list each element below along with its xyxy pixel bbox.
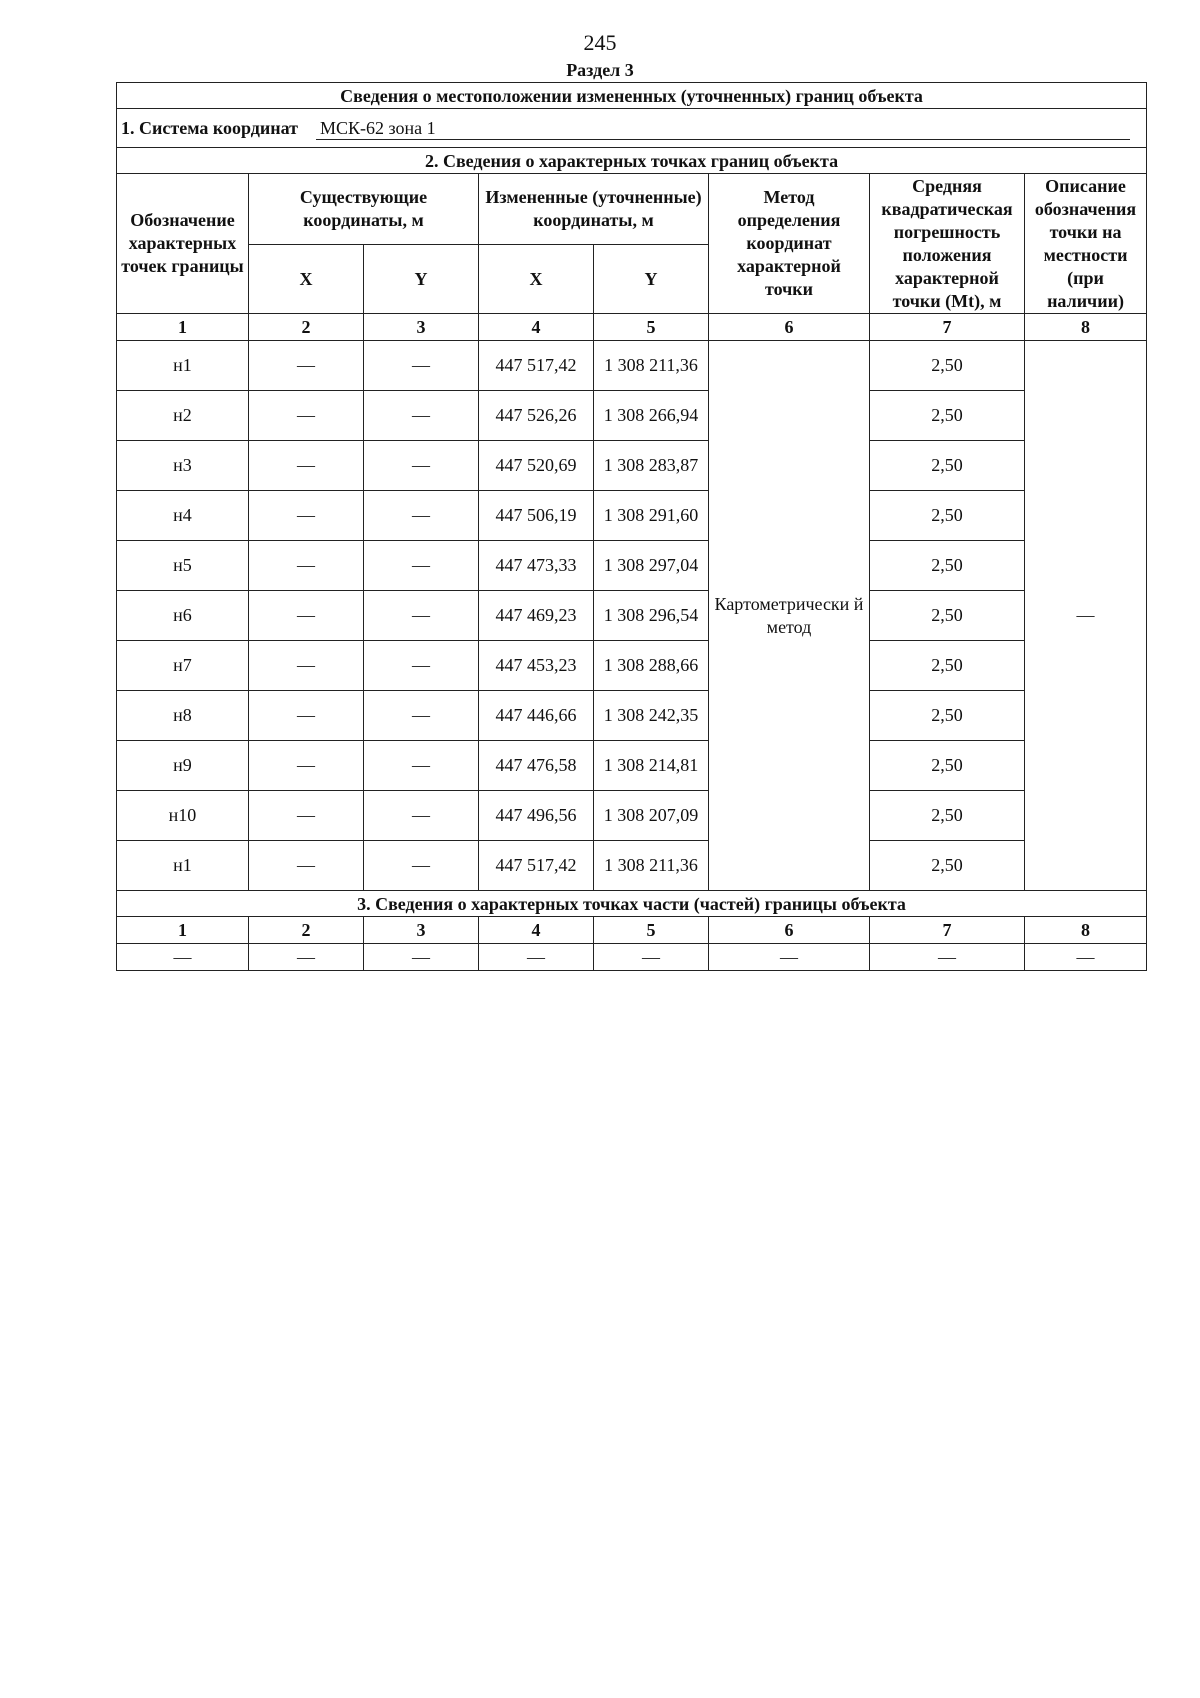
table-row — [117, 441, 1147, 491]
point-designation: н1 — [117, 841, 249, 891]
existing-y: — — [364, 641, 479, 691]
existing-x: — — [249, 491, 364, 541]
existing-x: — — [249, 341, 364, 391]
boundary-table — [116, 82, 1147, 971]
table-row — [117, 341, 1147, 391]
table-row — [117, 541, 1147, 591]
page-number: 245 — [583, 30, 617, 55]
table-row — [117, 491, 1147, 541]
changed-x: 447 506,19 — [479, 491, 594, 541]
column-number: 2 — [249, 917, 364, 944]
column-number: 5 — [594, 314, 709, 341]
existing-x: — — [249, 641, 364, 691]
changed-y: 1 308 242,35 — [594, 691, 709, 741]
error-value: 2,50 — [870, 791, 1025, 841]
changed-x: 447 453,23 — [479, 641, 594, 691]
table-row — [117, 841, 1147, 891]
existing-y: — — [364, 441, 479, 491]
part-cell: — — [479, 944, 594, 971]
changed-y: 1 308 266,94 — [594, 391, 709, 441]
description-value: — — [1025, 341, 1147, 891]
header-changed-x: X — [479, 245, 594, 314]
column-number: 1 — [117, 314, 249, 341]
part-cell: — — [709, 944, 870, 971]
coord-system-row — [117, 109, 1147, 148]
column-number: 2 — [249, 314, 364, 341]
column-number: 7 — [870, 917, 1025, 944]
existing-y: — — [364, 541, 479, 591]
changed-x: 447 517,42 — [479, 341, 594, 391]
table-caption: Сведения о местоположении измененных (уточненных) границ объекта — [117, 83, 1147, 109]
existing-y: — — [364, 791, 479, 841]
column-number: 8 — [1025, 314, 1147, 341]
changed-y: 1 308 291,60 — [594, 491, 709, 541]
table-row — [117, 391, 1147, 441]
existing-x: — — [249, 691, 364, 741]
error-value: 2,50 — [870, 591, 1025, 641]
column-number: 1 — [117, 917, 249, 944]
existing-x: — — [249, 791, 364, 841]
changed-y: 1 308 288,66 — [594, 641, 709, 691]
changed-x: 447 473,33 — [479, 541, 594, 591]
error-value: 2,50 — [870, 391, 1025, 441]
existing-x: — — [249, 541, 364, 591]
existing-y: — — [364, 491, 479, 541]
point-designation: н5 — [117, 541, 249, 591]
table-row — [117, 741, 1147, 791]
points-section-title: 2. Сведения о характерных точках границ объекта — [117, 148, 1147, 174]
point-designation: н8 — [117, 691, 249, 741]
changed-y: 1 308 296,54 — [594, 591, 709, 641]
column-number: 6 — [709, 314, 870, 341]
column-number: 7 — [870, 314, 1025, 341]
point-designation: н6 — [117, 591, 249, 641]
part-section-title: 3. Сведения о характерных точках части (частей) границы объекта — [117, 891, 1147, 917]
coord-system-value: МСК-62 зона 1 — [316, 117, 1130, 140]
part-cell: — — [117, 944, 249, 971]
existing-y: — — [364, 391, 479, 441]
point-designation: н1 — [117, 341, 249, 391]
changed-y: 1 308 207,09 — [594, 791, 709, 841]
part-cell: — — [249, 944, 364, 971]
error-value: 2,50 — [870, 691, 1025, 741]
error-value: 2,50 — [870, 641, 1025, 691]
point-designation: н9 — [117, 741, 249, 791]
header-error: Средняя квадратическая погрешность положения характерной точки (Mt), м — [870, 174, 1025, 314]
header-designation: Обозначение характерных точек границы — [117, 174, 249, 314]
part-cell: — — [870, 944, 1025, 971]
header-description: Описание обозначения точки на местности (при наличии) — [1025, 174, 1147, 314]
point-designation: н4 — [117, 491, 249, 541]
changed-x: 447 520,69 — [479, 441, 594, 491]
error-value: 2,50 — [870, 541, 1025, 591]
changed-x: 447 526,26 — [479, 391, 594, 441]
error-value: 2,50 — [870, 441, 1025, 491]
existing-y: — — [364, 591, 479, 641]
error-value: 2,50 — [870, 341, 1025, 391]
error-value: 2,50 — [870, 841, 1025, 891]
changed-y: 1 308 283,87 — [594, 441, 709, 491]
existing-x: — — [249, 441, 364, 491]
existing-y: — — [364, 341, 479, 391]
section-title: Раздел 3 — [566, 60, 634, 80]
method-value: Картометрически й метод — [709, 341, 870, 891]
part-cell: — — [1025, 944, 1147, 971]
table-row — [117, 641, 1147, 691]
point-designation: н3 — [117, 441, 249, 491]
changed-x: 447 446,66 — [479, 691, 594, 741]
error-value: 2,50 — [870, 741, 1025, 791]
coord-system-label: 1. Система координат — [121, 117, 298, 138]
header-changed-coords: Измененные (уточненные) координаты, м — [479, 174, 709, 245]
existing-x: — — [249, 841, 364, 891]
header-changed-y: Y — [594, 245, 709, 314]
header-existing-y: Y — [364, 245, 479, 314]
existing-x: — — [249, 741, 364, 791]
column-number: 6 — [709, 917, 870, 944]
changed-y: 1 308 214,81 — [594, 741, 709, 791]
table-row — [117, 591, 1147, 641]
column-number: 3 — [364, 314, 479, 341]
point-designation: н7 — [117, 641, 249, 691]
point-designation: н10 — [117, 791, 249, 841]
point-designation: н2 — [117, 391, 249, 441]
header-existing-coords: Существующие координаты, м — [249, 174, 479, 245]
column-number: 8 — [1025, 917, 1147, 944]
changed-y: 1 308 297,04 — [594, 541, 709, 591]
column-number: 4 — [479, 314, 594, 341]
part-column-numbers-row — [117, 917, 1147, 944]
part-cell: — — [364, 944, 479, 971]
changed-x: 447 469,23 — [479, 591, 594, 641]
existing-x: — — [249, 391, 364, 441]
header-existing-x: X — [249, 245, 364, 314]
part-data-row — [117, 944, 1147, 971]
table-row — [117, 791, 1147, 841]
changed-x: 447 517,42 — [479, 841, 594, 891]
existing-x: — — [249, 591, 364, 641]
changed-x: 447 496,56 — [479, 791, 594, 841]
column-number: 5 — [594, 917, 709, 944]
part-cell: — — [594, 944, 709, 971]
column-number: 3 — [364, 917, 479, 944]
column-numbers-row — [117, 314, 1147, 341]
changed-y: 1 308 211,36 — [594, 841, 709, 891]
table-row — [117, 691, 1147, 741]
existing-y: — — [364, 841, 479, 891]
existing-y: — — [364, 691, 479, 741]
header-method: Метод определения координат характерной точки — [709, 174, 870, 314]
changed-x: 447 476,58 — [479, 741, 594, 791]
existing-y: — — [364, 741, 479, 791]
error-value: 2,50 — [870, 491, 1025, 541]
changed-y: 1 308 211,36 — [594, 341, 709, 391]
column-number: 4 — [479, 917, 594, 944]
